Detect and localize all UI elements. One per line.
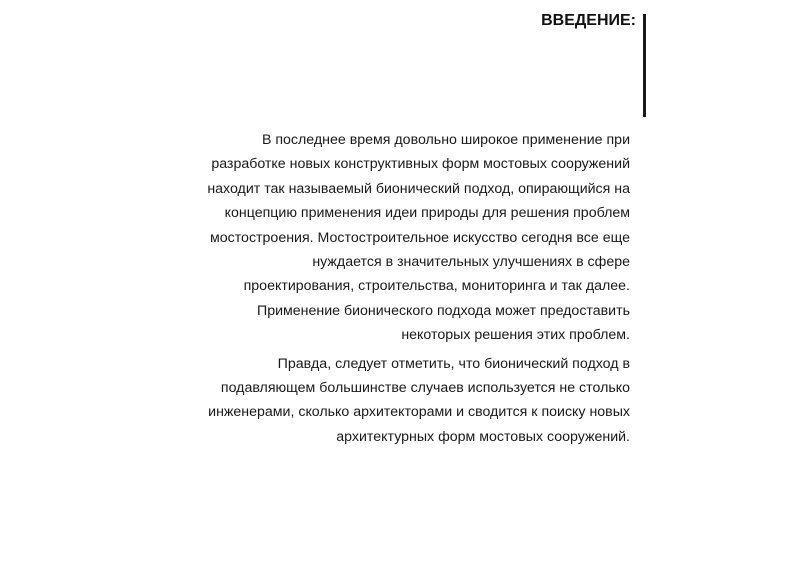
text-line: нуждается в значительных улучшениях в сфере xyxy=(312,254,630,271)
text-line: находит так называемый бионический подход, опирающийся на xyxy=(207,180,630,197)
text-line: В последнее время довольно широкое применение при xyxy=(261,132,630,148)
text-line: некоторых решения этих проблем. xyxy=(401,327,630,344)
slide-body xyxy=(10,128,630,449)
text-line: архитектурных форм мостовых сооружений. xyxy=(336,428,630,445)
text-line: мостостроения. Мостостроительное искусство сегодня все еще xyxy=(209,229,630,246)
text-line: инженерами, сколько архитекторами и сводится к поиску новых xyxy=(208,404,630,421)
title-divider-bar xyxy=(643,14,646,117)
text-line: подавляющем большинстве случаев используется не столько xyxy=(220,380,630,397)
paragraph-1 xyxy=(10,128,630,348)
text-line: проектирования, строительства, мониторинга и так далее. xyxy=(243,278,630,295)
slide-title: ВВЕДЕНИЕ: xyxy=(541,12,636,29)
paragraph-2 xyxy=(10,352,630,450)
text-line: концепцию применения идеи природы для решения проблем xyxy=(224,205,630,222)
text-line: разработке новых конструктивных форм мостовых сооружений xyxy=(211,156,630,173)
text-line: Правда, следует отметить, что бионический подход в xyxy=(277,355,630,372)
text-line: Применение бионического подхода может предоставить xyxy=(257,302,630,319)
